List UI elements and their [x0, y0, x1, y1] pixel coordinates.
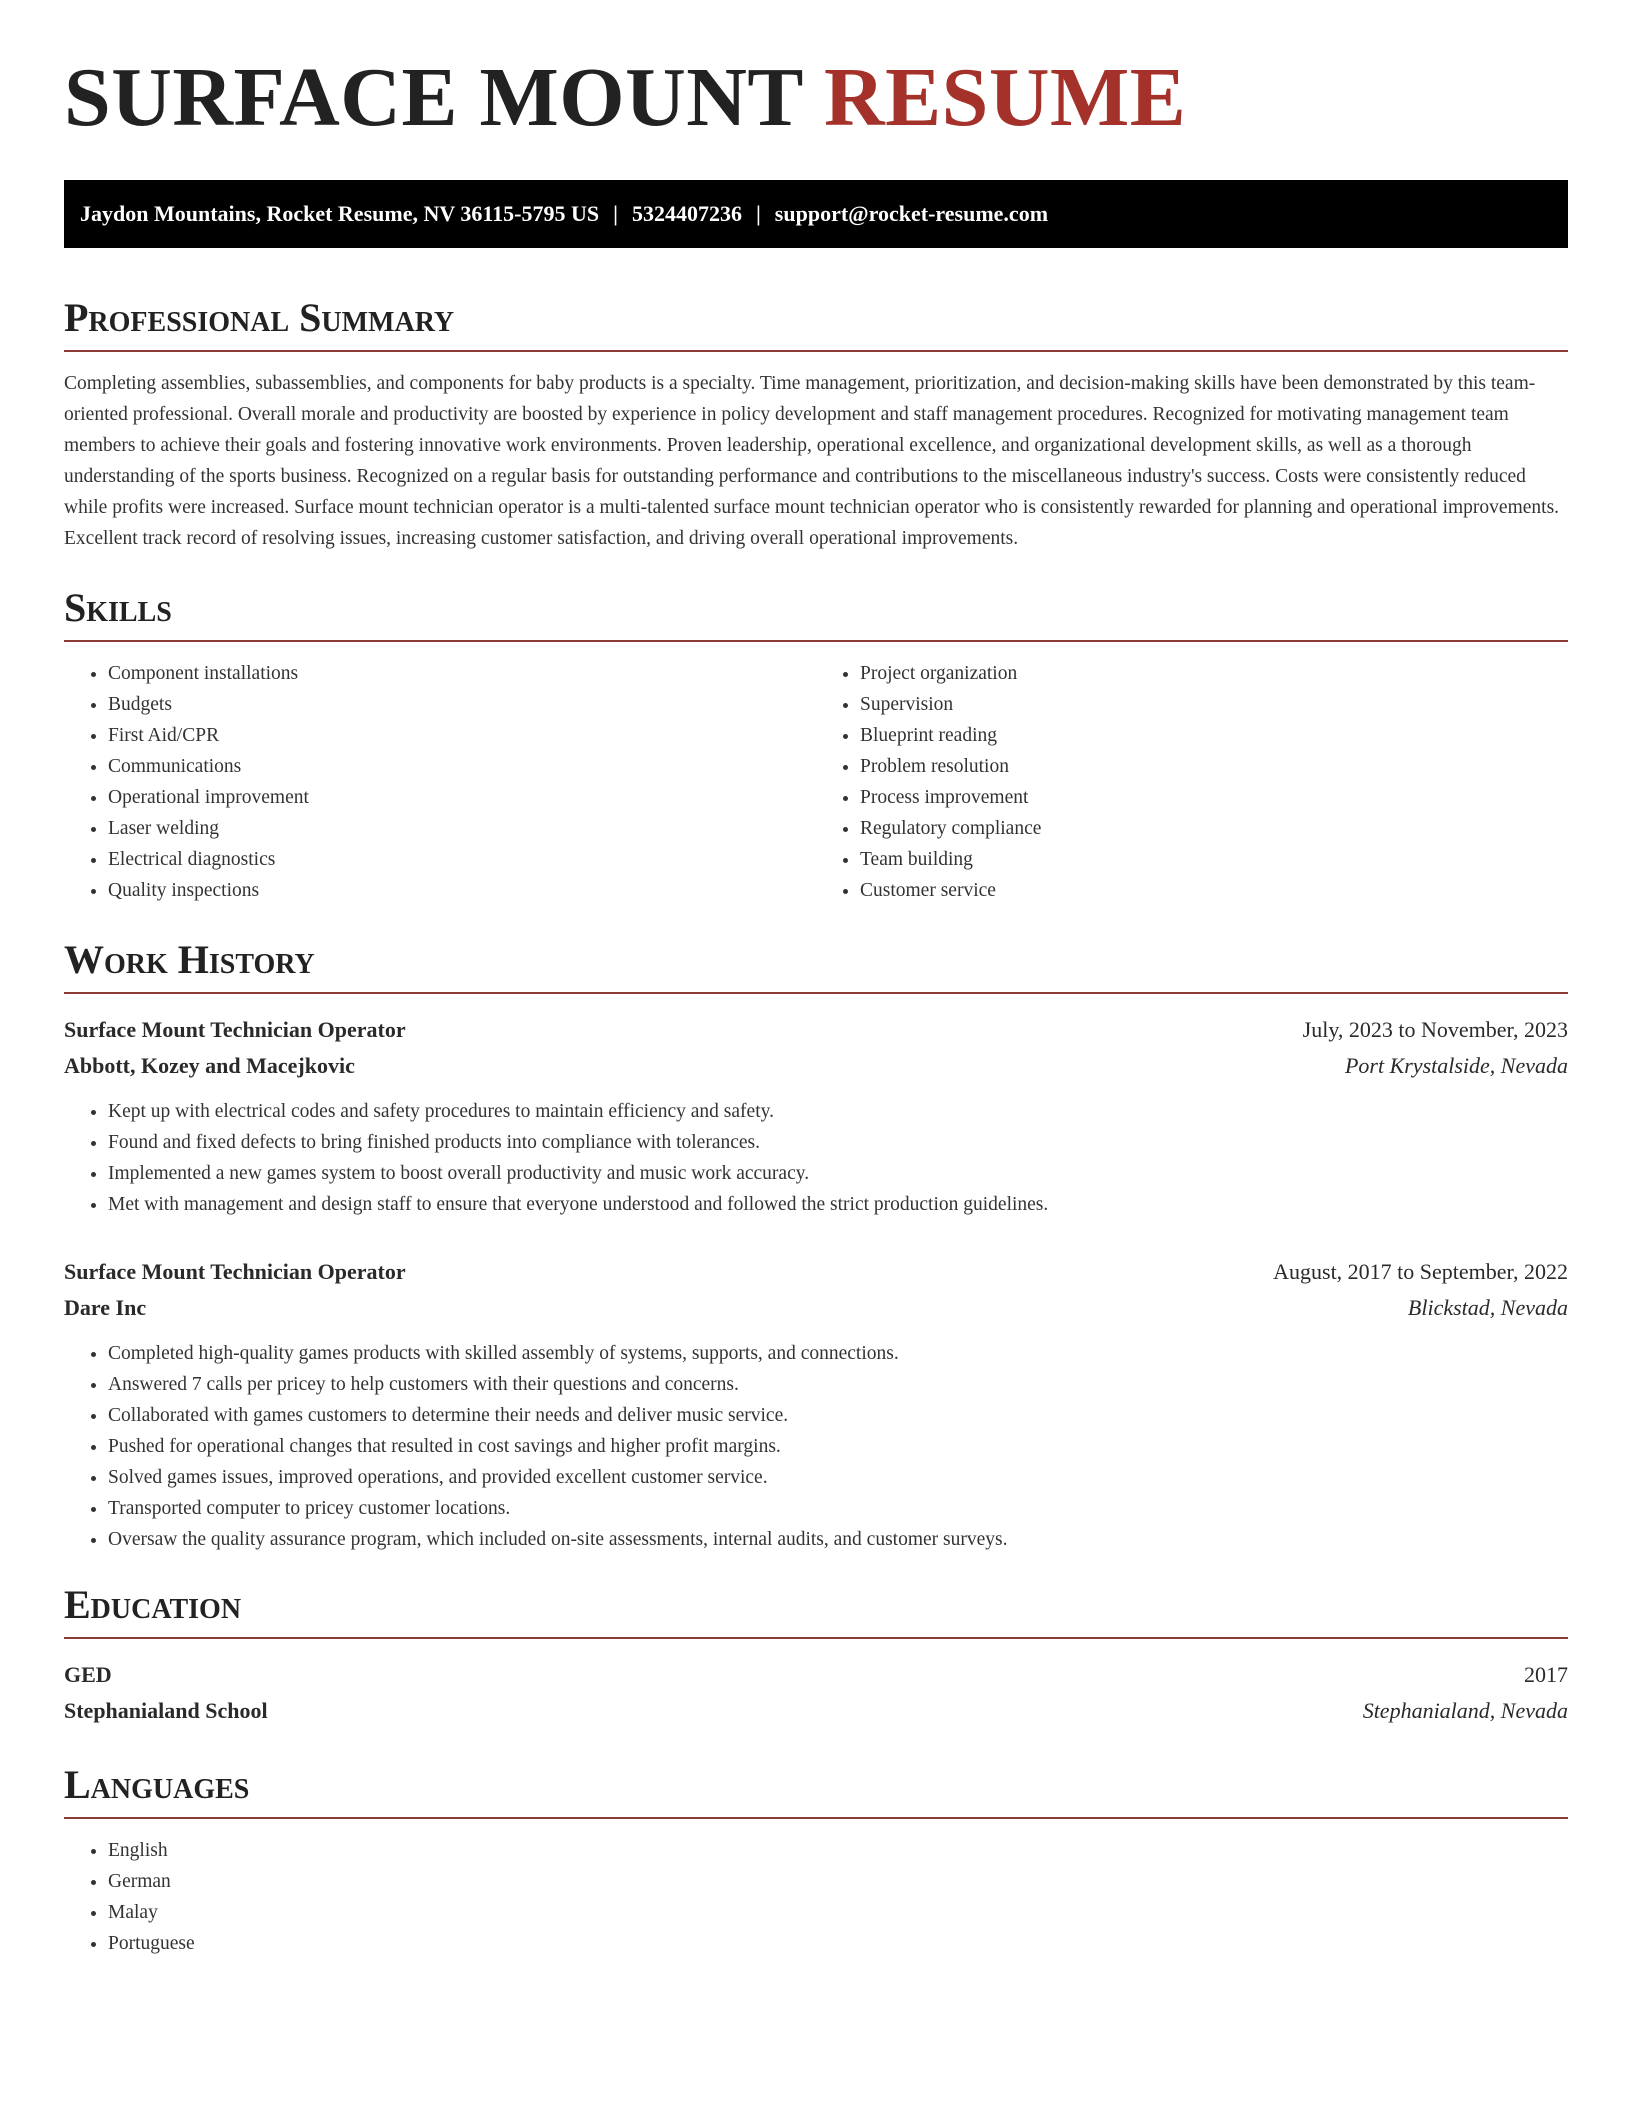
skill-item: • Component installations — [108, 658, 816, 689]
languages-list — [64, 1835, 1568, 1959]
skills-section — [64, 585, 1568, 906]
skill-item: • Customer service — [860, 875, 1568, 906]
job-bullet: • Met with management and design staff to ensure that everyone understood and followed the strict production guidelines. — [108, 1189, 1568, 1220]
skill-item: • Regulatory compliance — [860, 813, 1568, 844]
education-year: 2017 — [1524, 1662, 1568, 1687]
contact-email: support@rocket-resume.com — [774, 201, 1049, 226]
job-entry — [64, 1012, 1568, 1220]
summary-heading: Professional Summary — [64, 298, 1568, 352]
education-subheader — [64, 1693, 1568, 1729]
job-location: Port Krystalside, Nevada — [1344, 1053, 1568, 1078]
skill-item: • Problem resolution — [860, 751, 1568, 782]
skill-item: • Laser welding — [108, 813, 816, 844]
education-school: Stephanialand School — [64, 1698, 268, 1723]
job-bullets — [64, 1338, 1568, 1555]
skill-item: • Supervision — [860, 689, 1568, 720]
job-bullet: • Implemented a new games system to boost overall productivity and music work accuracy. — [108, 1158, 1568, 1189]
contact-phone: 5324407236 — [631, 201, 742, 226]
summary-section — [64, 295, 1568, 554]
job-bullet: • Kept up with electrical codes and safety procedures to maintain efficiency and safety. — [108, 1096, 1568, 1127]
skill-item: • Blueprint reading — [860, 720, 1568, 751]
skill-item: • Operational improvement — [108, 782, 816, 813]
languages-section — [64, 1762, 1568, 1959]
skill-item: • Budgets — [108, 689, 816, 720]
contact-address: Jaydon Mountains, Rocket Resume, NV 36115-5795 US — [80, 201, 600, 226]
skill-item: • Electrical diagnostics — [108, 844, 816, 875]
summary-text: Completing assemblies, subassemblies, and components for baby products is a specialty. Time management, prioritization, and decision-making skills have been demonstrated by this team-oriented professional. Overall morale and productivity are boosted by experience in policy development and staff management procedures. Recognized for motivating management team members to achieve their goals and fostering innovative work environments. Proven leadership, operational excellence, and organizational development skills, as well as a thorough understanding of the sports business. Recognized on a regular basis for outstanding performance and contributions to the miscellaneous industry's success. Costs were consistently reduced while profits were increased. Surface mount technician operator is a multi-talented surface mount technician operator who is consistently rewarded for planning and operational improvements. Excellent track record of resolving issues, increasing customer satisfaction, and driving overall operational improvements. — [64, 373, 1560, 549]
work-heading: Work History — [64, 940, 1568, 994]
skills-columns — [64, 658, 1568, 906]
education-location: Stephanialand, Nevada — [1362, 1698, 1568, 1723]
education-entry — [64, 1657, 1568, 1729]
job-company: Abbott, Kozey and Macejkovic — [64, 1053, 355, 1078]
language-item: • Portuguese — [108, 1928, 1568, 1959]
job-header — [64, 1012, 1568, 1048]
language-item: • English — [108, 1835, 1568, 1866]
skill-item: • Quality inspections — [108, 875, 816, 906]
job-entry — [64, 1254, 1568, 1555]
education-header — [64, 1657, 1568, 1693]
job-dates: August, 2017 to September, 2022 — [1273, 1259, 1568, 1284]
language-item: • German — [108, 1866, 1568, 1897]
skills-list-left — [64, 658, 816, 906]
job-bullet: • Oversaw the quality assurance program, which included on-site assessments, internal audits, and customer surveys. — [108, 1524, 1568, 1555]
languages-heading: Languages — [64, 1765, 1568, 1819]
education-degree: GED — [64, 1662, 112, 1687]
job-bullet: • Found and fixed defects to bring finished products into compliance with tolerances. — [108, 1127, 1568, 1158]
education-heading: Education — [64, 1585, 1568, 1639]
language-item: • Malay — [108, 1897, 1568, 1928]
job-bullet: • Collaborated with games customers to determine their needs and deliver music service. — [108, 1400, 1568, 1431]
work-section — [64, 937, 1568, 1555]
skill-item: • First Aid/CPR — [108, 720, 816, 751]
skills-heading: Skills — [64, 588, 1568, 642]
contact-bar — [64, 180, 1568, 248]
job-company: Dare Inc — [64, 1295, 147, 1320]
education-section — [64, 1582, 1568, 1729]
job-dates: July, 2023 to November, 2023 — [1302, 1017, 1568, 1042]
job-bullets — [64, 1096, 1568, 1220]
job-bullet: • Pushed for operational changes that resulted in cost savings and higher profit margins. — [108, 1431, 1568, 1462]
job-title: Surface Mount Technician Operator — [64, 1259, 406, 1284]
job-bullet: • Transported computer to pricey customer locations. — [108, 1493, 1568, 1524]
job-subheader — [64, 1290, 1568, 1326]
skill-item: • Communications — [108, 751, 816, 782]
contact-separator: | — [613, 201, 618, 226]
resume-title — [64, 0, 1568, 144]
job-header — [64, 1254, 1568, 1290]
job-bullet: • Completed high-quality games products with skilled assembly of systems, supports, and connections. — [108, 1338, 1568, 1369]
job-bullet: • Solved games issues, improved operations, and provided excellent customer service. — [108, 1462, 1568, 1493]
title-main: SURFACE MOUNT — [64, 51, 803, 144]
job-location: Blickstad, Nevada — [1407, 1295, 1568, 1320]
skill-item: • Project organization — [860, 658, 1568, 689]
skill-item: • Team building — [860, 844, 1568, 875]
job-bullet: • Answered 7 calls per pricey to help customers with their questions and concerns. — [108, 1369, 1568, 1400]
title-accent: RESUME — [823, 51, 1187, 144]
contact-separator: | — [755, 201, 761, 226]
skills-list-right — [816, 658, 1568, 906]
skill-item: • Process improvement — [860, 782, 1568, 813]
job-subheader — [64, 1048, 1568, 1084]
job-title: Surface Mount Technician Operator — [64, 1017, 406, 1042]
